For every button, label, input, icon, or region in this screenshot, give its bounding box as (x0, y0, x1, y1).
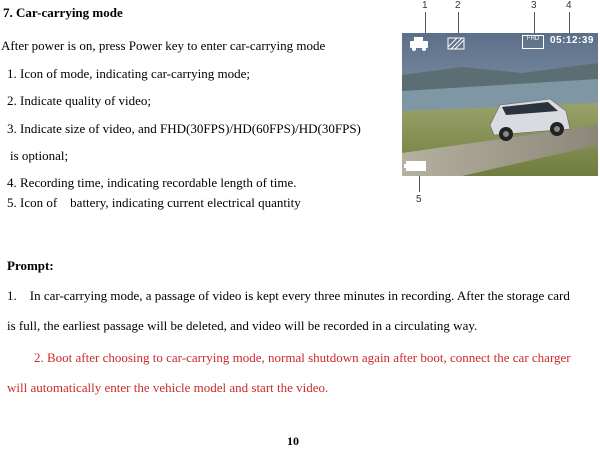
prompt-line-highlight: will automatically enter the vehicle model and start the video. (7, 380, 329, 395)
battery-icon (404, 161, 426, 171)
intro-text: After power is on, press Power key to enter car-carrying mode (1, 38, 326, 53)
car-mode-screen-figure (400, 0, 600, 210)
list-item: 1. Icon of mode, indicating car-carrying mode; (7, 66, 251, 81)
callout-number: 1 (422, 0, 428, 11)
callout-number: 4 (566, 0, 572, 11)
recording-time: 05:12:39 (549, 35, 594, 46)
callout-number: 3 (531, 0, 537, 11)
list-item: is optional; (10, 148, 69, 163)
prompt-line: is full, the earliest passage will be deleted, and video will be recorded in a circulating way. (7, 318, 478, 333)
callout-line (534, 12, 535, 34)
prompt-line-highlight: 2. Boot after choosing to car-carrying mode, normal shutdown again after boot, connect the car charger (34, 350, 571, 365)
callout-line (425, 12, 426, 34)
page-number: 10 (287, 434, 299, 448)
list-item: 2. Indicate quality of video; (7, 93, 152, 108)
callout-number: 2 (455, 0, 461, 11)
callout-number: 5 (416, 194, 422, 205)
callout-line (458, 12, 459, 34)
callout-line (419, 176, 420, 192)
resolution-badge: FHD (522, 35, 544, 49)
prompt-title: Prompt: (7, 258, 54, 273)
device-screen (402, 33, 598, 176)
landscape-photo (402, 33, 598, 176)
list-item: 3. Indicate size of video, and FHD(30FPS)/HD(60FPS)/HD(30FPS) (7, 121, 361, 136)
prompt-line: 1. In car-carrying mode, a passage of video is kept every three minutes in recording. After the storage card (7, 288, 570, 303)
list-item: 5. Icon of battery, indicating current electrical quantity (7, 195, 301, 210)
list-item: 4. Recording time, indicating recordable length of time. (7, 175, 297, 190)
callout-line (569, 12, 570, 34)
section-title: 7. Car-carrying mode (3, 5, 123, 20)
